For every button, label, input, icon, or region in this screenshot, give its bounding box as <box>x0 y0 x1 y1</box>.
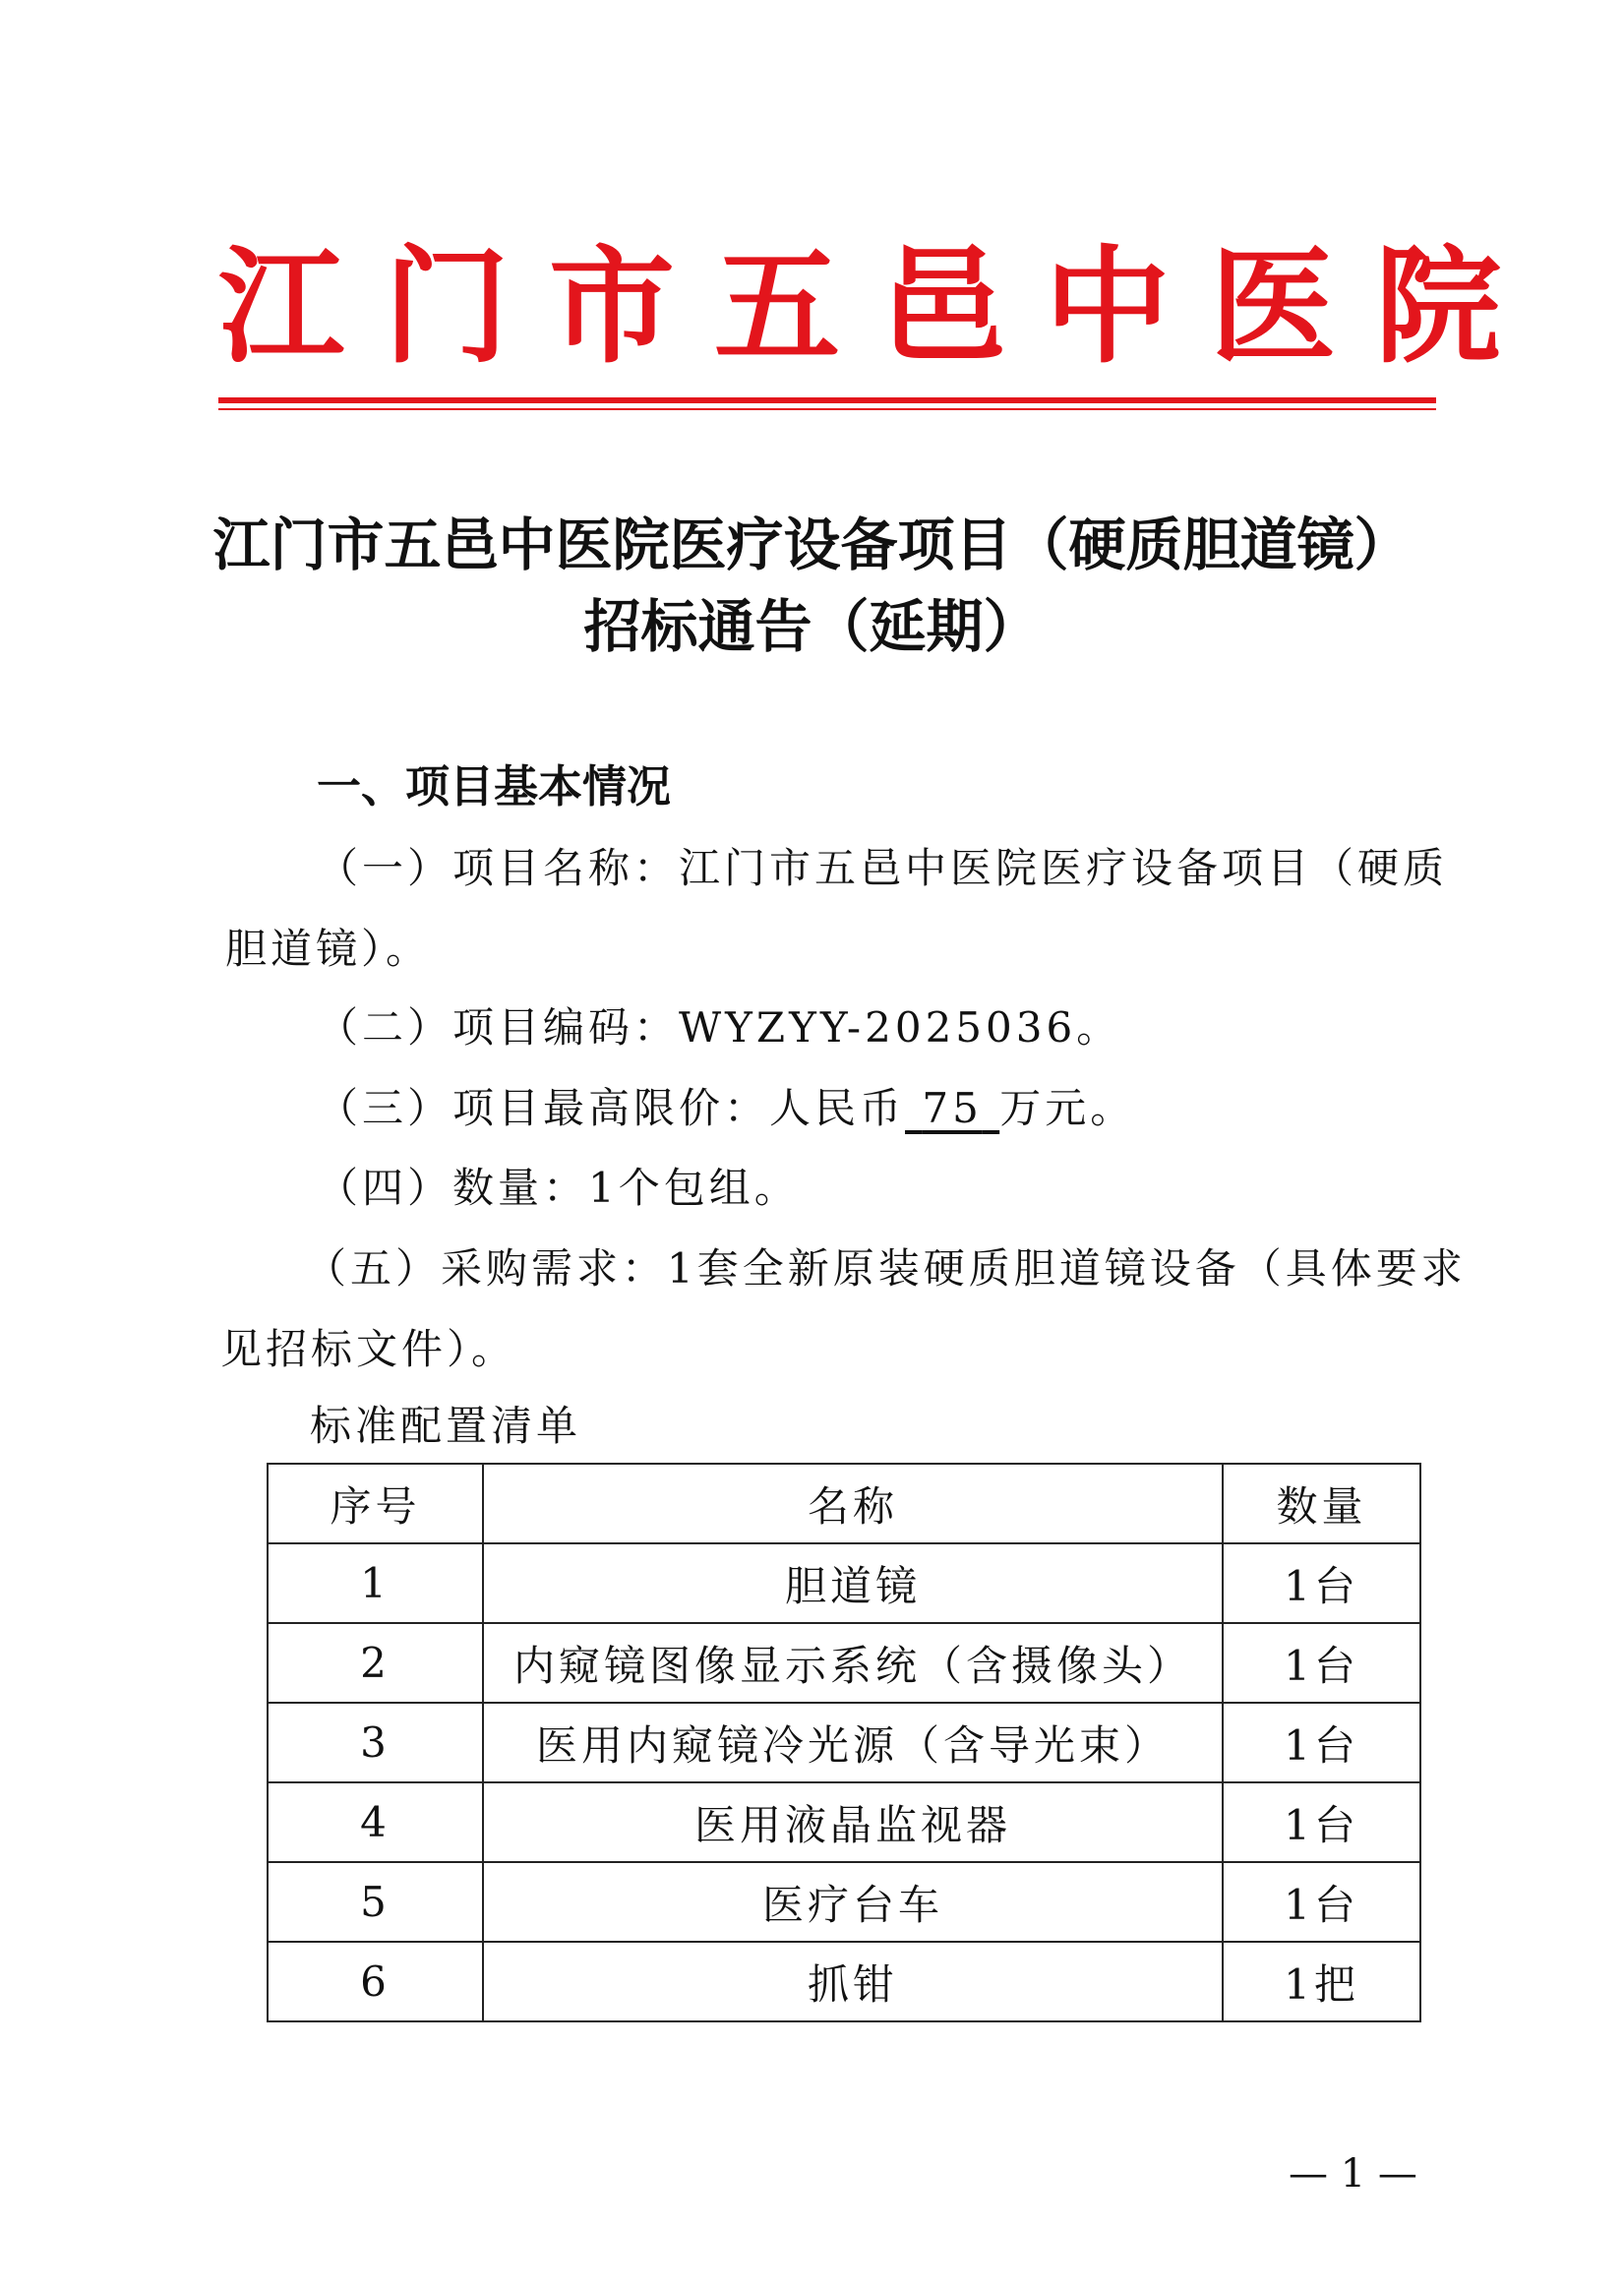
header-quantity: 数量 <box>1223 1464 1420 1543</box>
cell-quantity: 1把 <box>1223 1942 1420 2021</box>
quantity-value: 1个包组。 <box>588 1164 800 1212</box>
cell-serial: 4 <box>268 1782 483 1862</box>
cell-quantity: 1台 <box>1223 1862 1420 1942</box>
cell-name: 医用液晶监视器 <box>483 1782 1223 1862</box>
quantity-line <box>317 1159 800 1218</box>
table-row <box>268 1703 1420 1782</box>
cell-serial: 5 <box>268 1862 483 1942</box>
table-row <box>268 1942 1420 2021</box>
project-name-line-2: 胆道镜）。 <box>225 925 432 973</box>
cell-name: 医疗台车 <box>483 1862 1223 1942</box>
cell-quantity: 1台 <box>1223 1703 1420 1782</box>
procurement-need-line-1 <box>305 1239 1467 1298</box>
letterhead-red-rule-thin <box>218 408 1436 410</box>
table-row <box>268 1623 1420 1703</box>
section-heading-basic-info: 一、项目基本情况 <box>317 760 672 813</box>
cell-name: 内窥镜图像显示系统（含摄像头） <box>483 1623 1223 1703</box>
price-limit-amount: 75 <box>922 1084 983 1132</box>
cell-serial: 2 <box>268 1623 483 1703</box>
price-limit-label: （三）项目最高限价：人民币 <box>317 1084 906 1132</box>
document-title-line-2: 招标通告（延期） <box>583 593 1041 660</box>
procurement-need-label: （五）采购需求： <box>305 1244 668 1293</box>
page-number: — 1 — <box>1289 2151 1417 2197</box>
project-code-value: WYZYY-2025036。 <box>679 1003 1122 1052</box>
procurement-need-line-2: 见招标文件）。 <box>220 1325 517 1373</box>
hospital-letterhead-title: 江门市五邑中医院 <box>218 233 1541 381</box>
cell-name: 胆道镜 <box>483 1543 1223 1623</box>
procurement-need-value-1: 1套全新原装硬质胆道镜设备（具体要求 <box>667 1244 1467 1293</box>
cell-serial: 1 <box>268 1543 483 1623</box>
cell-name: 抓钳 <box>483 1942 1223 2021</box>
quantity-label: （四）数量： <box>317 1164 589 1212</box>
price-limit-unit: 万元。 <box>999 1084 1136 1132</box>
project-name-value-1: 江门市五邑中医院医疗设备项目（硬质 <box>679 844 1449 892</box>
project-code-label: （二）项目编码： <box>317 1003 680 1052</box>
standard-config-table <box>267 1463 1421 2022</box>
table-row <box>268 1782 1420 1862</box>
document-title-line-1: 江门市五邑中医院医疗设备项目（硬质胆道镜） <box>212 512 1412 578</box>
header-serial: 序号 <box>268 1464 483 1543</box>
cell-quantity: 1台 <box>1223 1623 1420 1703</box>
cell-quantity: 1台 <box>1223 1782 1420 1862</box>
cell-name: 医用内窥镜冷光源（含导光束） <box>483 1703 1223 1782</box>
table-row <box>268 1862 1420 1942</box>
price-limit-line <box>317 1079 1135 1138</box>
cell-serial: 3 <box>268 1703 483 1782</box>
config-table-caption: 标准配置清单 <box>310 1402 582 1450</box>
cell-serial: 6 <box>268 1942 483 2021</box>
cell-quantity: 1台 <box>1223 1543 1420 1623</box>
table-header-row <box>268 1464 1420 1543</box>
header-name: 名称 <box>483 1464 1223 1543</box>
project-name-line-1 <box>317 839 1448 898</box>
project-name-label: （一）项目名称： <box>317 844 680 892</box>
project-code-line <box>317 998 1121 1057</box>
table-row <box>268 1543 1420 1623</box>
letterhead-red-rule-thick <box>218 397 1436 403</box>
